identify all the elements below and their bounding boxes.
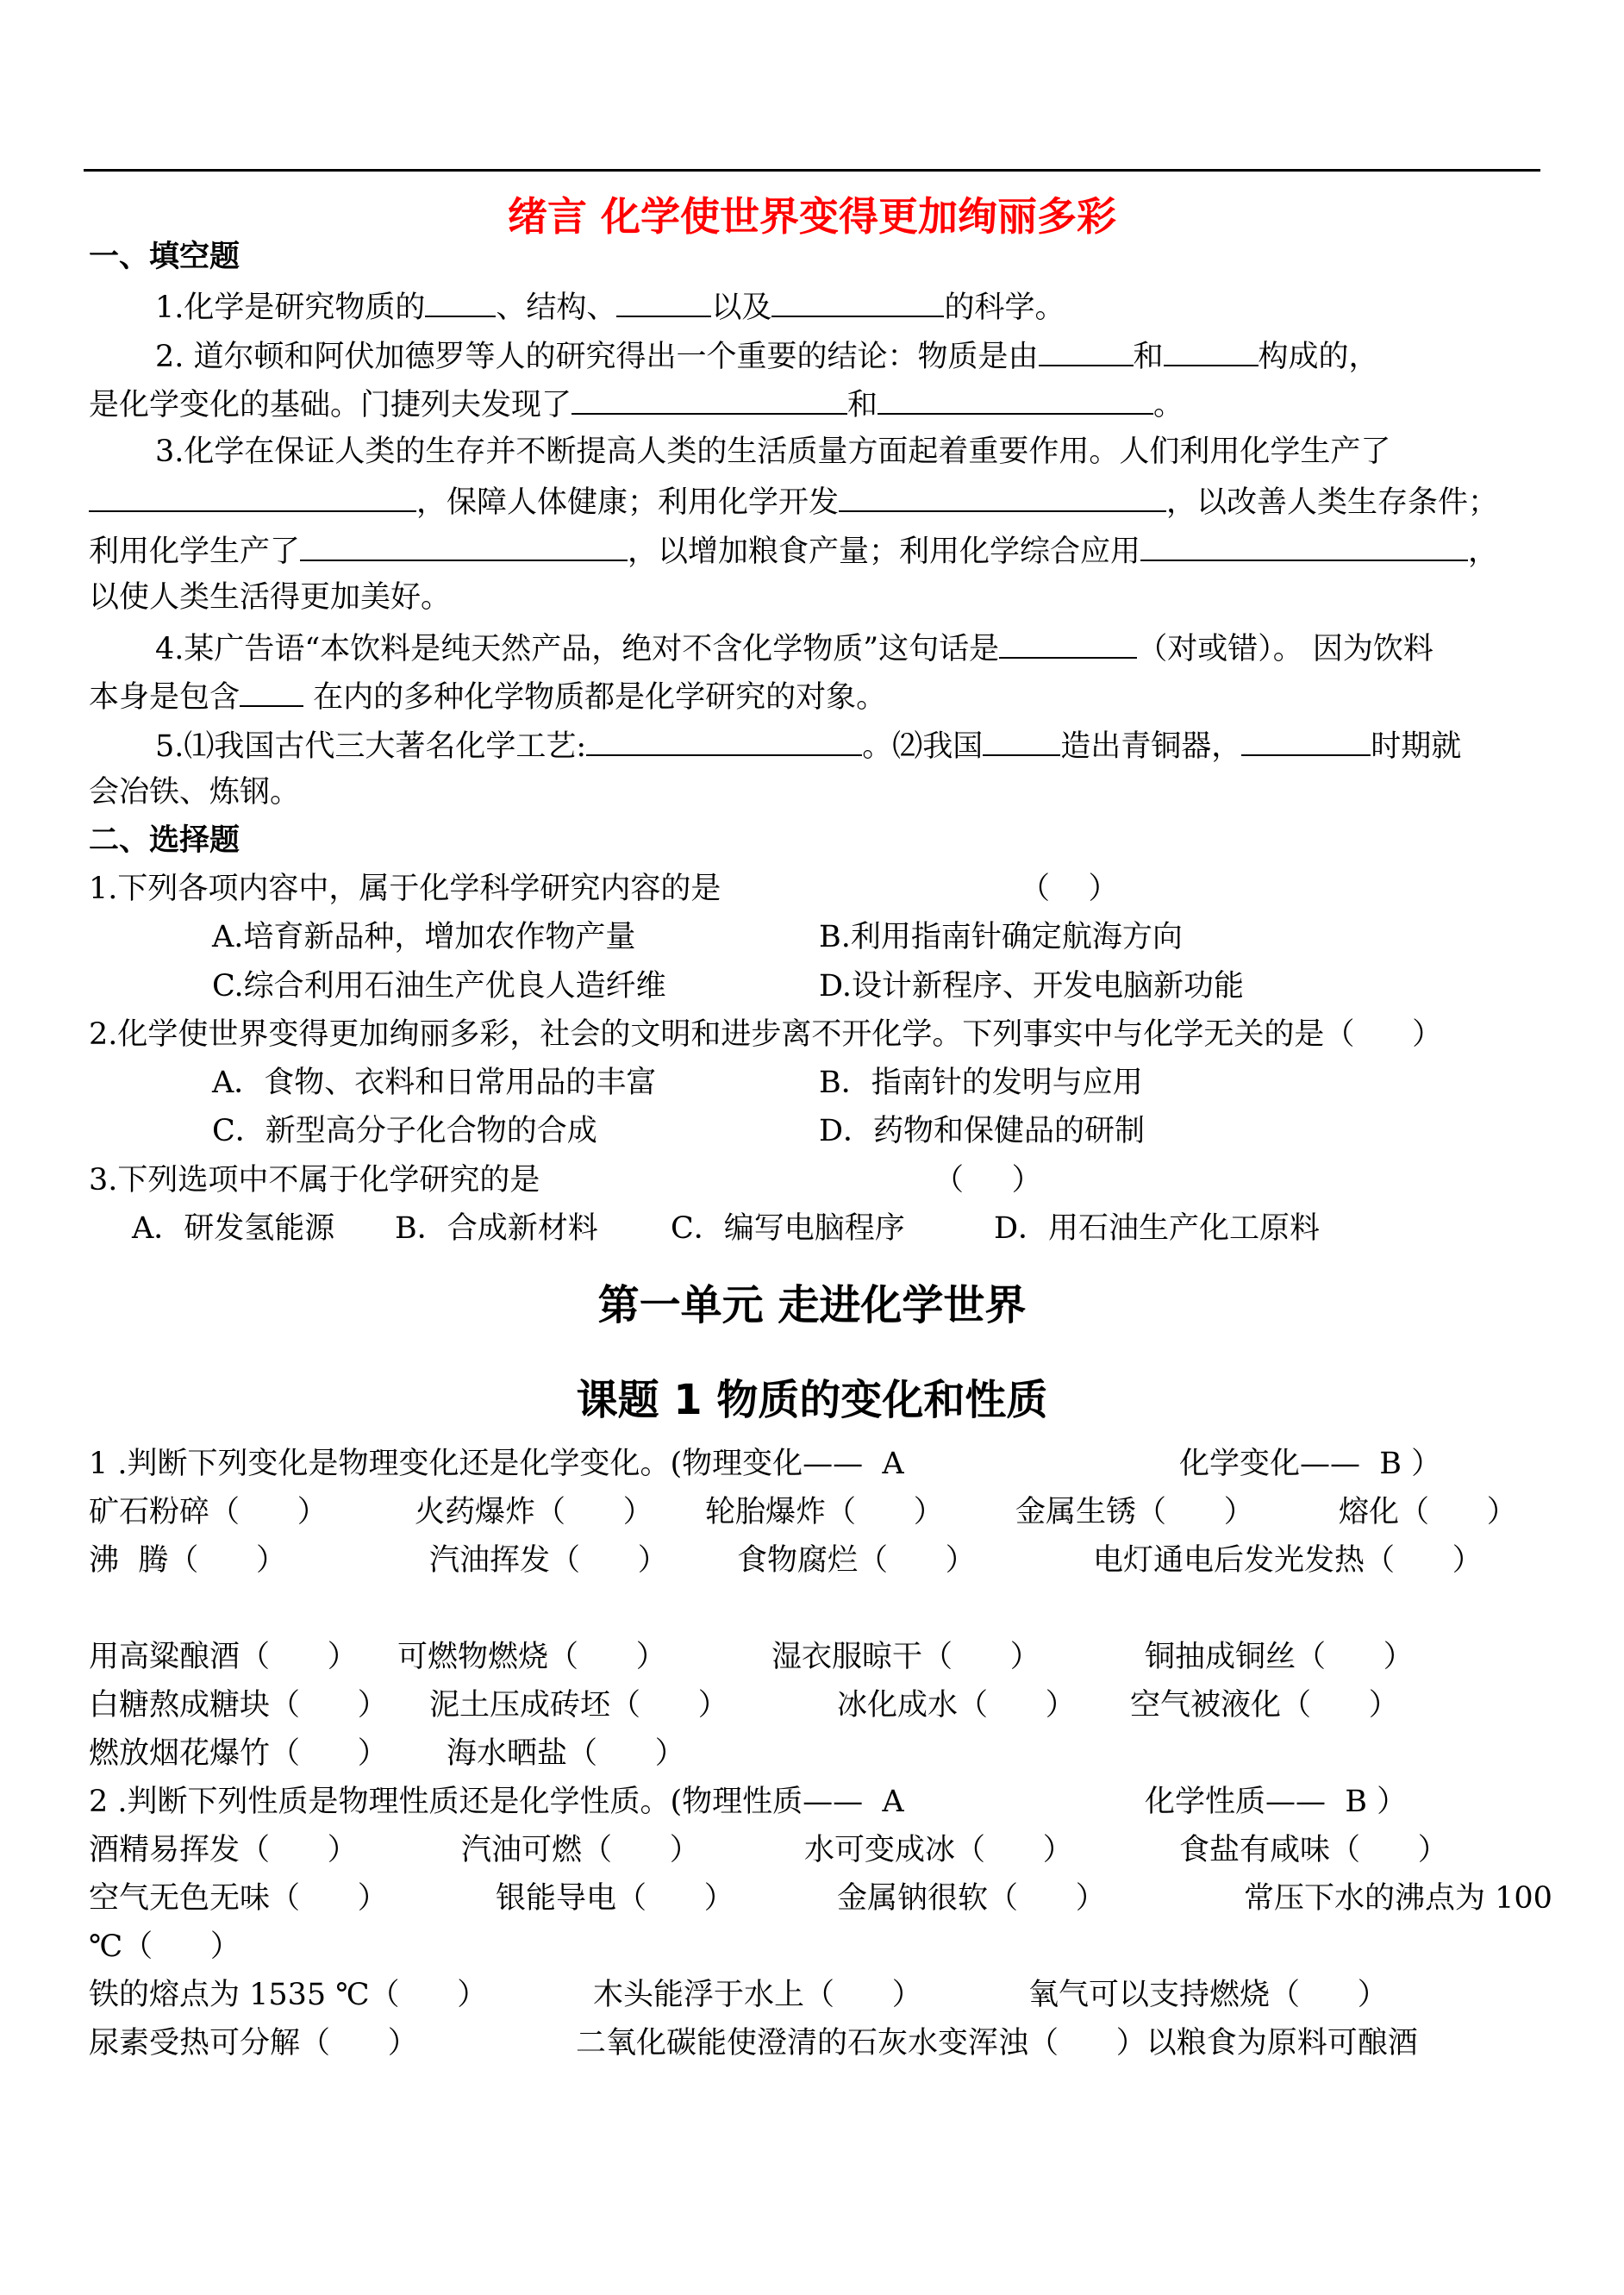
- fill-q2-cont: 是化学变化的基础。门捷列夫发现了 和 。: [89, 385, 1184, 422]
- fill-q3-cont2: 利用化学生产了 ，以增加粮食产量；利用化学综合应用 ，: [89, 532, 1498, 569]
- choice-q3-options: A．研发氢能源 B．合成新材料 C．编写电脑程序 D．用石油生产化工原料: [132, 1211, 1321, 1246]
- judge1-row1: 矿石粉碎（ ） 火药爆炸（ ） 轮胎爆炸（ ） 金属生锈（ ） 熔化（ ）: [89, 1495, 1517, 1529]
- judge2-row2-cont: ℃（ ）: [89, 1929, 240, 1964]
- judge2-row2: 空气无色无味（ ） 银能导电（ ） 金属钠很软（ ） 常压下水的沸点为 100: [89, 1881, 1552, 1916]
- header-rule: [84, 169, 1540, 172]
- page-title: 绪言 化学使世界变得更加绚丽多彩: [507, 193, 1116, 240]
- judge1-row3: 用高粱酿酒（ ） 可燃物燃烧（ ） 湿衣服晾干（ ） 铜抽成铜丝（ ）: [89, 1640, 1414, 1674]
- unit-title: 第一单元 走进化学世界: [597, 1281, 1027, 1329]
- choice-q1-options-cd: C.综合利用石油生产优良人造纤维 D.设计新程序、开发电脑新功能: [212, 969, 1244, 1004]
- fill-q3-cont3: 以使人类生活得更加美好。: [89, 580, 452, 615]
- judge1-row2: 沸 腾（ ） 汽油挥发（ ） 食物腐烂（ ） 电灯通电后发光发热（ ）: [89, 1543, 1483, 1578]
- fill-q5-cont: 会冶铁、炼钢。: [89, 775, 301, 810]
- choice-q2-options-ab: A．食物、衣料和日常用品的丰富 B．指南针的发明与应用: [212, 1066, 1143, 1100]
- choice-q2-stem: 2.化学使世界变得更加绚丽多彩，社会的文明和进步离不开化学。下列事实中与化学无关的是（ ）: [89, 1017, 1443, 1052]
- judge1-row4: 白糖熬成糖块（ ） 泥土压成砖坯（ ） 冰化成水（ ） 空气被液化（ ）: [89, 1688, 1399, 1723]
- fill-q1: 1.化学是研究物质的 、结构、 以及 的科学。: [155, 288, 1065, 325]
- choice-q1-stem: 1.下列各项内容中，属于化学科学研究内容的是 （ ）: [89, 872, 1119, 906]
- judge2-stem: 2 .判断下列性质是物理性质还是化学性质。(物理性质—— A 化学性质—— B ）: [89, 1785, 1408, 1819]
- fill-q4: 4.某广告语“本饮料是纯天然产品，绝对不含化学物质”这句话是 （对或错）。 因为饮料: [155, 629, 1433, 666]
- judge1-stem: 1 .判断下列变化是物理变化还是化学变化。(物理变化—— A 化学变化—— B ）: [89, 1447, 1442, 1481]
- judge1-row5: 燃放烟花爆竹（ ） 海水晒盐（ ）: [89, 1736, 685, 1771]
- section-choice-heading: 二、选择题: [89, 823, 240, 858]
- judge2-row3: 铁的熔点为 1535 ℃（ ） 木头能浮于水上（ ） 氧气可以支持燃烧（ ）: [89, 1978, 1388, 2012]
- fill-q3-cont1: ，保障人体健康；利用化学开发 ，以改善人类生存条件；: [89, 483, 1498, 520]
- lesson-title: 课题 1 物质的变化和性质: [576, 1376, 1048, 1424]
- choice-q3-stem: 3.下列选项中不属于化学研究的是 （ ）: [89, 1163, 1042, 1198]
- fill-q3: 3.化学在保证人类的生存并不断提高人类的生活质量方面起着重要作用。人们利用化学生产了: [155, 435, 1391, 469]
- judge2-row4: 尿素受热可分解（ ） 二氧化碳能使澄清的石灰水变浑浊（ ）以粮食为原料可酿酒: [89, 2026, 1418, 2060]
- choice-q2-options-cd: C．新型高分子化合物的合成 D．药物和保健品的研制: [212, 1114, 1146, 1148]
- section-fill-heading: 一、填空题: [89, 240, 240, 274]
- fill-q5: 5.⑴我国古代三大著名化学工艺: 。⑵我国 造出青铜器， 时期就: [155, 727, 1461, 764]
- fill-q2: 2. 道尔顿和阿伏加德罗等人的研究得出一个重要的结论：物质是由 和 构成的，: [155, 337, 1379, 374]
- fill-q4-cont: 本身是包含 在内的多种化学物质都是化学研究的对象。: [89, 678, 886, 715]
- judge2-row1: 酒精易挥发（ ） 汽油可燃（ ） 水可变成冰（ ） 食盐有咸味（ ）: [89, 1833, 1448, 1867]
- choice-q1-options-ab: A.培育新品种，增加农作物产量 B.利用指南针确定航海方向: [212, 920, 1183, 954]
